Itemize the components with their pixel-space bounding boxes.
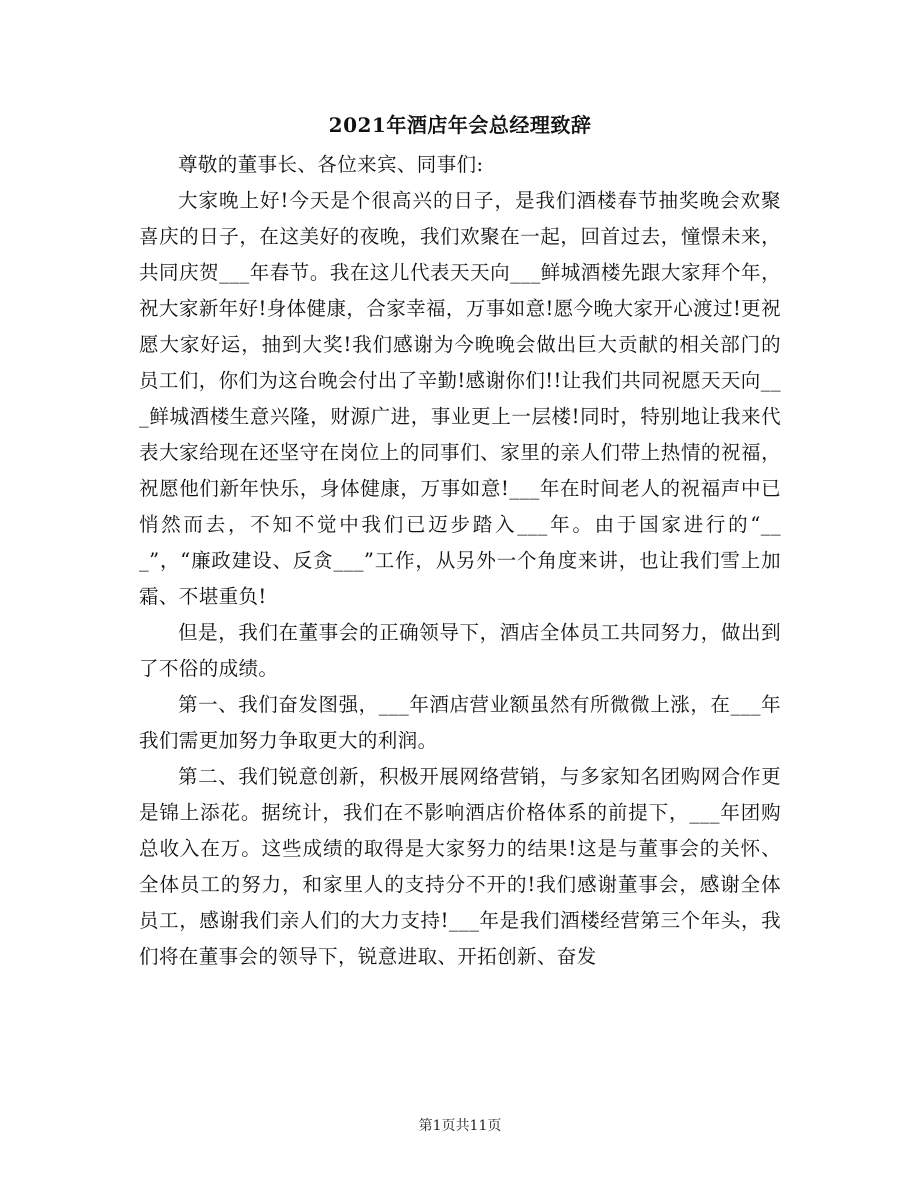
body-paragraph: 第二、我们锐意创新，积极开展网络营销，与多家知名团购网合作更是锦上添花。据统计，我们在不影响酒店价格体系的前提下，___年团购总收入在万。这些成绩的取得是大家努力的结果!这是与董事会的关怀、全体员工的努力，和家里人的支持分不开的!我们感谢董事会，感谢全体员工，感谢我们亲人们的大力支持!___年是我们酒楼经营第三个年头，我们将在董事会的领导下，锐意进取、开拓创新、奋发 [139, 765, 781, 968]
body-paragraph: 第一、我们奋发图强，___年酒店营业额虽然有所微微上涨，在___年我们需更加努力争取更大的利润。 [139, 693, 781, 752]
page-number-footer: 第1页共11页 [418, 1118, 502, 1134]
body-paragraph: 大家晚上好!今天是个很高兴的日子，是我们酒楼春节抽奖晚会欢聚喜庆的日子，在这美好的夜晚，我们欢聚在一起，回首过去，憧憬未来，共同庆贺___年春节。我在这儿代表天天向___鲜城酒楼先跟大家拜个年，祝大家新年好!身体健康，合家幸福，万事如意!愿今晚大家开心渡过!更祝愿大家好运，抽到大奖!我们感谢为今晚晚会做出巨大贡献的相关部门的员工们，你们为这台晚会付出了辛勤!感谢你们!!让我们共同祝愿天天向___鲜城酒楼生意兴隆，财源广进，事业更上一层楼!同时，特别地让我来代表大家给现在还坚守在岗位上的同事们、家里的亲人们带上热情的祝福，祝愿他们新年快乐，身体健康，万事如意!___年在时间老人的祝福声中已悄然而去，不知不觉中我们已迈步踏入___年。由于国家进行的“___”，“廉政建设、反贪___”工作，从另外一个角度来讲，也让我们雪上加霜、不堪重负! [139, 189, 782, 608]
body-paragraph: 但是，我们在董事会的正确领导下，酒店全体员工共同努力，做出到了不俗的成绩。 [139, 621, 781, 680]
document-body [139, 147, 781, 975]
page-title: 2021年酒店年会总经理致辞 [328, 113, 592, 137]
greeting-paragraph: 尊敬的董事长、各位来宾、同事们: [178, 153, 484, 176]
